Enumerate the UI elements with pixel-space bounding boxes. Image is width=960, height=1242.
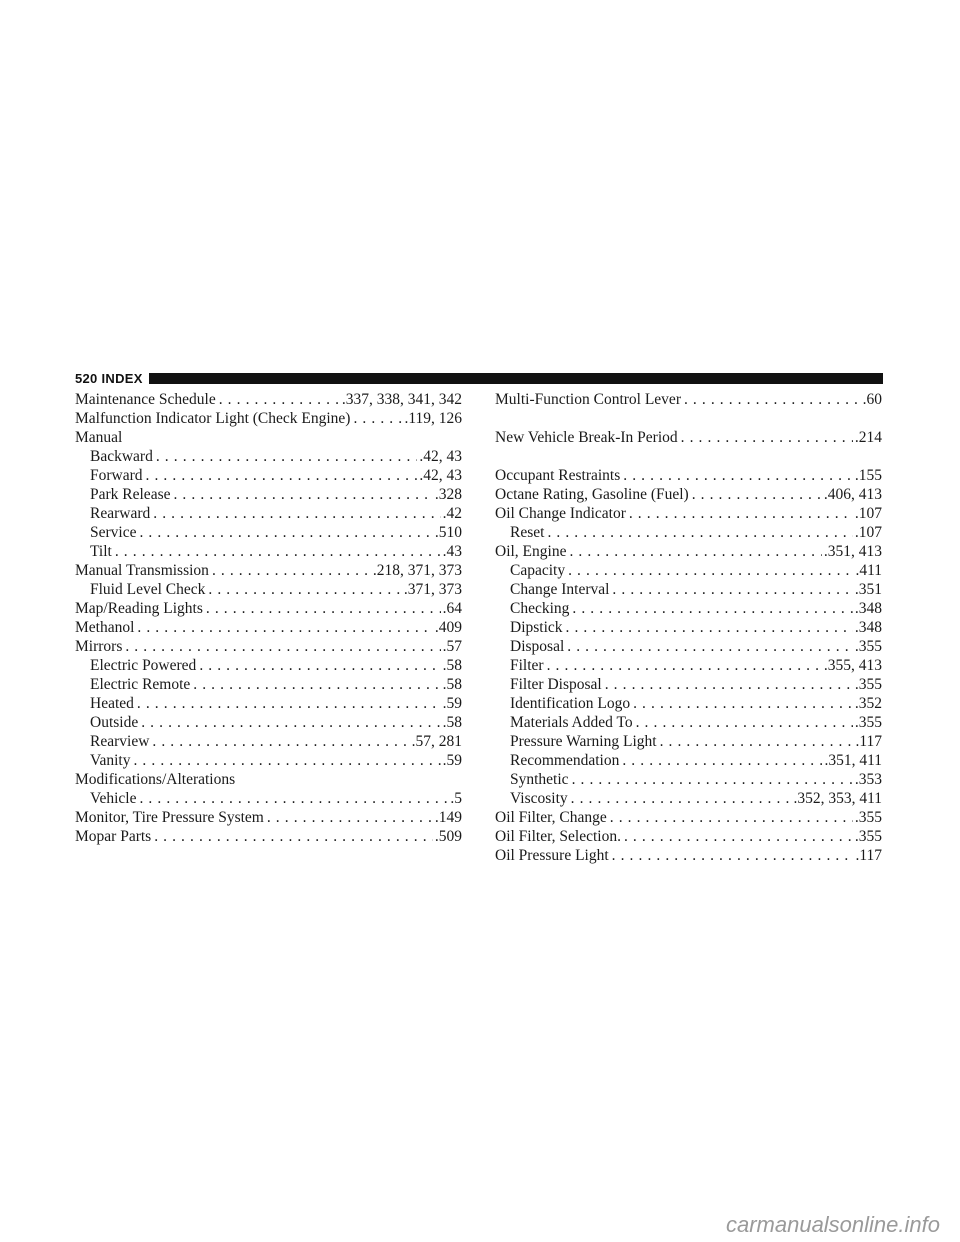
entry-pages: .355: [854, 638, 882, 655]
entry-term: New Vehicle Break-In Period: [495, 429, 678, 446]
entry-pages: .58: [442, 676, 462, 693]
entry-pages: .351, 411: [824, 752, 882, 769]
dot-leader: [136, 789, 448, 808]
entry-term: Checking: [510, 600, 570, 617]
entry-term: Tilt: [90, 543, 112, 560]
entry-pages: .42, 43: [419, 448, 462, 465]
index-subentry: [495, 751, 882, 770]
entry-pages: .355: [854, 714, 882, 731]
dot-leader: [150, 504, 440, 523]
entry-term: Park Release: [90, 486, 171, 503]
dot-leader: [151, 827, 433, 846]
dot-leader: [136, 523, 432, 542]
dot-leader: [122, 637, 440, 656]
dot-leader: [203, 599, 441, 618]
dot-leader: [568, 789, 792, 808]
entry-term: Manual Transmission: [75, 562, 209, 579]
entry-pages: .155: [854, 467, 882, 484]
index-subentry: [495, 713, 882, 732]
entry-pages: .117: [855, 733, 882, 750]
entry-pages: .355: [854, 809, 882, 826]
entry-term: Capacity: [510, 562, 566, 579]
header-rule: [149, 373, 883, 384]
entry-term: Forward: [90, 467, 143, 484]
entry-pages: .64: [442, 600, 462, 617]
dot-leader: [609, 846, 854, 865]
dot-leader: [678, 428, 853, 447]
entry-term: Heated: [90, 695, 134, 712]
entry-pages: .5: [450, 790, 462, 807]
index-column-right: [495, 390, 882, 865]
entry-term: Oil Change Indicator: [495, 505, 626, 522]
index-entry: [495, 542, 882, 561]
entry-pages: .43: [442, 543, 462, 560]
dot-leader: [565, 561, 853, 580]
dot-leader: [138, 713, 440, 732]
entry-pages: .355, 413: [823, 657, 882, 674]
entry-term: Pressure Warning Light: [510, 733, 657, 750]
entry-pages: .42, 43: [419, 467, 462, 484]
dot-leader: [544, 656, 822, 675]
dot-leader: [626, 504, 853, 523]
index-subentry: [75, 580, 462, 599]
dot-leader: [196, 656, 440, 675]
entry-pages: .348: [854, 619, 882, 636]
entry-pages: .337, 338, 341, 342: [341, 391, 462, 408]
index-subentry: [495, 637, 882, 656]
index-subentry: [495, 675, 882, 694]
index-entry: [495, 390, 882, 409]
entry-term: Fluid Level Check: [90, 581, 206, 598]
dot-leader: [621, 827, 853, 846]
dot-leader: [130, 751, 440, 770]
index-entry: [495, 485, 882, 504]
index-subentry: [75, 466, 462, 485]
entry-pages: .107: [854, 524, 882, 541]
dot-leader: [566, 542, 821, 561]
entry-term: Rearward: [90, 505, 151, 522]
entry-pages: .351, 413: [823, 543, 882, 560]
entry-pages: .214: [854, 429, 882, 446]
entry-pages: .57, 281: [411, 733, 462, 750]
index-subentry: [495, 770, 882, 789]
entry-term: Vanity: [90, 752, 131, 769]
dot-leader: [569, 599, 852, 618]
entry-pages: .328: [434, 486, 462, 503]
entry-pages: .218, 371, 373: [372, 562, 462, 579]
entry-pages: .355: [854, 676, 882, 693]
entry-term: Mirrors: [75, 638, 123, 655]
entry-pages: .59: [442, 695, 462, 712]
dot-leader: [216, 390, 340, 409]
entry-term: Methanol: [75, 619, 135, 636]
entry-term: Multi-Function Control Lever: [495, 391, 681, 408]
index-subentry: [495, 789, 882, 808]
entry-term: Backward: [90, 448, 153, 465]
entry-term: Viscosity: [510, 790, 568, 807]
index-subentry: [495, 618, 882, 637]
index-subentry: [75, 485, 462, 504]
index-subentry: [495, 523, 882, 542]
index-entry: [495, 827, 882, 846]
dot-leader: [569, 770, 853, 789]
dot-leader: [149, 732, 409, 751]
index-subentry: [75, 732, 462, 751]
entry-term: Filter Disposal: [510, 676, 602, 693]
entry-term: Manual: [75, 429, 123, 446]
index-subentry: [75, 542, 462, 561]
index-entry: [75, 827, 462, 846]
index-subentry: [75, 751, 462, 770]
index-entry: [495, 428, 882, 447]
entry-term: Oil, Engine: [495, 543, 567, 560]
section-title: INDEX: [101, 370, 143, 386]
entry-pages: .406, 413: [823, 486, 882, 503]
index-entry: [75, 637, 462, 656]
entry-term: Rearview: [90, 733, 150, 750]
entry-term: Malfunction Indicator Light (Check Engine): [75, 410, 351, 427]
entry-term: Map/Reading Lights: [75, 600, 203, 617]
entry-pages: .353: [854, 771, 882, 788]
entry-pages: .510: [434, 524, 462, 541]
header-label: [75, 371, 149, 386]
entry-term: Occupant Restraints: [495, 467, 621, 484]
index-subentry: [75, 523, 462, 542]
dot-leader: [350, 409, 402, 428]
dot-leader: [564, 637, 853, 656]
index-entry: [75, 409, 462, 428]
entry-term: Reset: [510, 524, 545, 541]
entry-pages: .348: [854, 600, 882, 617]
index-entry: [75, 390, 462, 409]
index-entry: [495, 466, 882, 485]
entry-term: Materials Added To: [510, 714, 633, 731]
index-subentry: [75, 504, 462, 523]
dot-leader: [112, 542, 441, 561]
dot-leader: [619, 751, 822, 770]
index-subentry: [75, 447, 462, 466]
dot-leader: [205, 580, 402, 599]
dot-leader: [689, 485, 822, 504]
entry-term: Mopar Parts: [75, 828, 152, 845]
dot-leader: [134, 694, 441, 713]
index-subentry: [75, 713, 462, 732]
entry-term: Change Interval: [510, 581, 610, 598]
entry-pages: .352: [854, 695, 882, 712]
index-subentry: [495, 561, 882, 580]
entry-pages: .351: [854, 581, 882, 598]
entry-pages: .411: [855, 562, 882, 579]
dot-leader: [630, 694, 853, 713]
dot-leader: [657, 732, 854, 751]
index-entry: [75, 599, 462, 618]
entry-term: Service: [90, 524, 137, 541]
entry-pages: .409: [434, 619, 462, 636]
dot-leader: [633, 713, 853, 732]
entry-pages: .149: [434, 809, 462, 826]
index-entry: [75, 808, 462, 827]
watermark: carmanualsonline.info: [725, 1212, 940, 1237]
dot-leader: [209, 561, 371, 580]
entry-pages: .117: [855, 847, 882, 864]
index-entry: [75, 770, 462, 789]
index-entry: [495, 808, 882, 827]
dot-leader: [153, 447, 418, 466]
entry-term: Filter: [510, 657, 544, 674]
entry-pages: .59: [442, 752, 462, 769]
entry-pages: .352, 353, 411: [793, 790, 882, 807]
index-entry: [495, 504, 882, 523]
entry-term: Electric Powered: [90, 657, 197, 674]
entry-term: Identification Logo: [510, 695, 631, 712]
index-column-left: [75, 390, 462, 846]
dot-leader: [620, 466, 853, 485]
entry-term: Vehicle: [90, 790, 137, 807]
dot-leader: [544, 523, 852, 542]
entry-term: Recommendation: [510, 752, 620, 769]
dot-leader: [609, 580, 852, 599]
entry-pages: .58: [442, 657, 462, 674]
entry-pages: .58: [442, 714, 462, 731]
dot-leader: [264, 808, 433, 827]
dot-leader: [170, 485, 432, 504]
entry-pages: .355: [854, 828, 882, 845]
index-subentry: [495, 599, 882, 618]
entry-pages: .60: [862, 391, 882, 408]
entry-term: Oil Pressure Light: [495, 847, 609, 864]
entry-pages: .42: [442, 505, 462, 522]
index-subentry: [495, 580, 882, 599]
entry-pages: .509: [434, 828, 462, 845]
index-subentry: [495, 732, 882, 751]
entry-term: Outside: [90, 714, 139, 731]
index-subentry: [495, 694, 882, 713]
entry-term: Monitor, Tire Pressure System: [75, 809, 264, 826]
entry-term: Electric Remote: [90, 676, 191, 693]
index-entry: [495, 846, 882, 865]
dot-leader: [563, 618, 853, 637]
index-subentry: [495, 656, 882, 675]
entry-pages: .371, 373: [403, 581, 462, 598]
page-header: [75, 371, 883, 385]
entry-pages: .57: [442, 638, 462, 655]
index-subentry: [75, 656, 462, 675]
dot-leader: [190, 675, 440, 694]
dot-leader: [143, 466, 418, 485]
index-entry: [75, 561, 462, 580]
entry-term: Octane Rating, Gasoline (Fuel): [495, 486, 689, 503]
index-subentry: [75, 675, 462, 694]
entry-term: Maintenance Schedule: [75, 391, 216, 408]
page-number: 520: [75, 370, 98, 386]
entry-term: Oil Filter, Selection.: [495, 828, 621, 845]
entry-term: Disposal: [510, 638, 565, 655]
entry-term: Dipstick: [510, 619, 563, 636]
entry-pages: .107: [854, 505, 882, 522]
entry-term: Synthetic: [510, 771, 569, 788]
index-entry: [75, 618, 462, 637]
dot-leader: [134, 618, 432, 637]
index-subentry: [75, 694, 462, 713]
index-subentry: [75, 789, 462, 808]
dot-leader: [607, 808, 853, 827]
dot-leader: [681, 390, 861, 409]
dot-leader: [602, 675, 853, 694]
entry-pages: .119, 126: [404, 410, 462, 427]
entry-term: Oil Filter, Change: [495, 809, 607, 826]
entry-term: Modifications/Alterations: [75, 771, 236, 788]
index-entry: [75, 428, 462, 447]
